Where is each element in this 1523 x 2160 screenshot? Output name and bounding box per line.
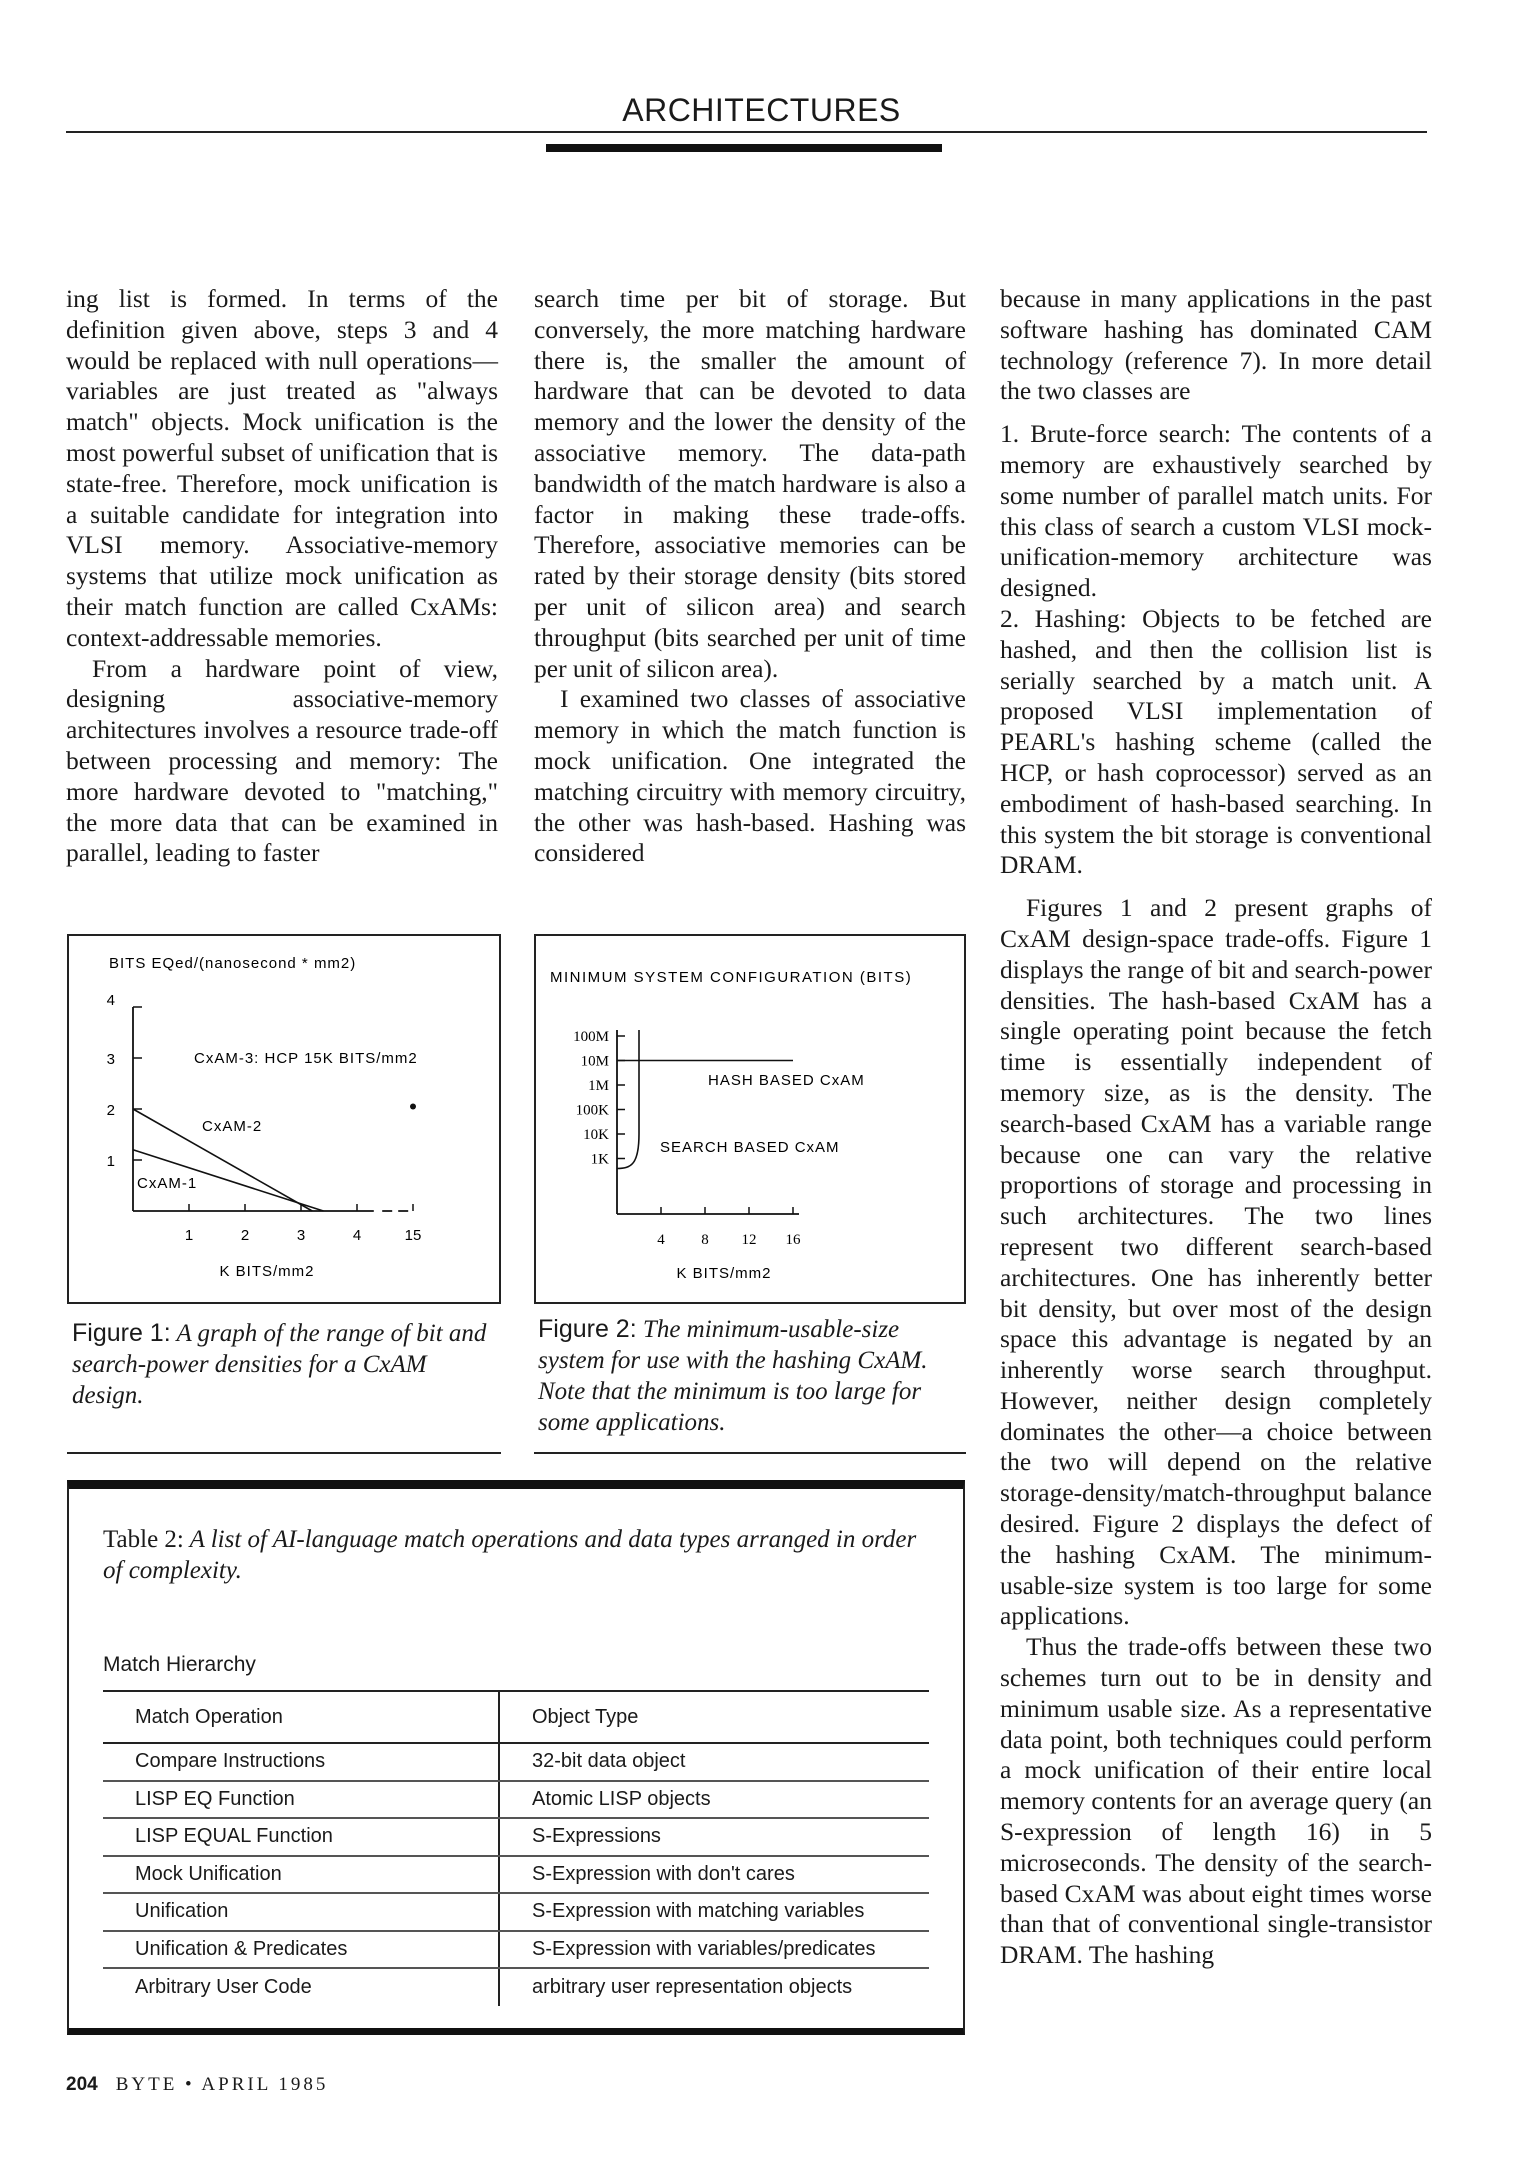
chart-title: MINIMUM SYSTEM CONFIGURATION (BITS) [550,969,913,986]
x-tick-label: 16 [785,1232,801,1248]
text-column-1 [66,284,498,869]
list-item: 2. Hashing: Objects to be fetched are hashed, and then the collision list is serially searched by a match unit. A proposed VLSI implementation of PEARL's hashing scheme (called the HCP, or hash coprocessor) served as an embodiment of hash-based searching. In this system the bit storage is conventional DRAM. [1000,603,1432,880]
table-cell: arbitrary user representation objects [532,1975,853,1998]
data-point-hcp [410,1103,416,1109]
chart-title: BITS EQed/(nanosecond * mm2) [109,955,357,972]
table-row [103,1743,929,1781]
paragraph: I examined two classes of associative memory in which the match function is mock unification. One integrated the matching circuitry with memory circuitry, the other was hash-based. Hashing was considered [534,684,966,868]
table-subtitle: Match Hierarchy [103,1653,256,1676]
table-cell: 32-bit data object [499,1743,929,1781]
y-tick-label: 100K [575,1102,609,1119]
figure-2-caption [538,1314,958,1438]
x-tick-label: 4 [352,1227,362,1244]
table-cell: S-Expression with matching variables [499,1893,929,1931]
table-2 [67,1480,965,2035]
table-cell: Mock Unification [103,1856,499,1894]
caption-rule [534,1452,966,1454]
paragraph: search time per bit of storage. But conversely, the more matching hardware there is, the smaller the amount of hardware that can be devoted to data memory and the lower the density of the associative memory. The data-path bandwidth of the match hardware is also a factor in making these trade-offs. Therefore, associative memories can be rated by their storage density (bits stored per unit of silicon area) and search throughput (bits searched per unit of time per unit of silicon area). [534,284,966,683]
page-footer [66,2074,328,2096]
figure-2-caption-text: The minimum-usable-size system for use with the hashing CxAM. Note that the minimum is too large for some applications. [538,1316,928,1436]
table-2-caption [103,1524,933,1586]
x-tick-label: 4 [657,1232,665,1248]
x-tick-label: 8 [701,1232,709,1248]
table-cell: Arbitrary User Code [103,1968,499,2006]
annotation-search-based: SEARCH BASED CxAM [660,1139,840,1156]
caption-rule [67,1452,501,1454]
annotation-cxam-3: CxAM-3: HCP 15K BITS/mm2 [194,1050,418,1067]
y-tick-label: 2 [106,1102,115,1119]
table-cell: S-Expression with don't cares [499,1856,929,1894]
y-tick-label: 4 [106,992,115,1009]
y-tick-label: 1M [588,1078,609,1094]
paragraph: Figures 1 and 2 present graphs of CxAM design-space trade-offs. Figure 1 displays the range of bit and search-power densities. The hash-based CxAM has a single operating point because the fetch time is essentially independent of memory size, as is the density. The search-based CxAM has a variable range because one can vary the relative proportions of storage and processing in such architectures. The two lines represent two different search-based architectures. One has inherently better bit density, but over most of the design space this advantage is negated by an inherently worse search throughput. However, neither design completely dominates the other—a choice between the two will depend on the relative storage-density/match-throughput balance desired. Figure 2 displays the defect of the hashing CxAM. The minimum-usable-size system is too large for some applications. [1000,893,1432,1631]
x-tick-label: 15 [404,1227,422,1244]
page-number: 204 [66,2074,98,2095]
y-tick-label: 1 [106,1153,115,1170]
table-row [103,1818,929,1856]
annotation-hash-based: HASH BASED CxAM [708,1072,865,1089]
table-cell: LISP EQ Function [103,1781,499,1819]
y-tick-label: 10K [583,1127,609,1143]
table-cell: Atomic LISP objects [499,1781,929,1819]
table-cell: S-Expressions [499,1818,929,1856]
annotation-cxam-2: CxAM-2 [202,1118,263,1135]
table-cell: S-Expression with variables/predicates [499,1931,929,1969]
table-cell: LISP EQUAL Function [103,1818,499,1856]
figure-2-label: Figure 2: [538,1315,637,1343]
paragraph: Thus the trade-offs between these two schemes turn out to be in density and minimum usable size. As a representative data point, both techniques could perform a mock unification of their entire local memory contents for an average query (an S-expression of length 16) in 5 microseconds. The density of the search-based CxAM was about eight times worse than that of conventional single-transistor DRAM. The hashing [1000,1632,1432,1970]
figure-1-label: Figure 1: [72,1319,171,1347]
x-tick-label: 3 [296,1227,306,1244]
table-2-label: Table 2: [103,1526,184,1553]
paragraph: ing list is formed. In terms of the definition given above, steps 3 and 4 would be replaced with null operations—variables are just treated as "always match" objects. Mock unification is the most powerful subset of unification that is state-free. Therefore, mock unification is a suitable candidate for integration into VLSI memory. Associative-memory systems that utilize mock unification as their match function are called CxAMs: context-addressable memories. [66,284,498,652]
series-line-search [617,1030,639,1169]
text-column-3 [1000,284,1432,1971]
table-cell: Unification [103,1893,499,1931]
header-bar [546,144,942,152]
footer-text: BYTE • APRIL 1985 [115,2074,329,2095]
table-cell: Compare Instructions [103,1743,499,1781]
y-tick-label: 3 [106,1051,115,1068]
match-hierarchy-table [103,1690,929,2006]
paragraph: From a hardware point of view, designing associative-memory architectures involves a resource trade-off between processing and memory: The more hardware devoted to "matching," the more data that can be examined in parallel, leading to faster [66,653,498,868]
section-title: ARCHITECTURES [622,92,901,128]
y-tick-label: 10M [580,1053,609,1070]
annotation-cxam-1: CxAM-1 [137,1175,198,1192]
table-row [103,1781,929,1819]
figure-1-caption-text: A graph of the range of bit and search-power densities for a CxAM design. [72,1320,487,1409]
list-item: 1. Brute-force search: The contents of a memory are exhaustively searched by some number of parallel match units. For this class of search a custom VLSI mock-unification-memory architecture was designed. [1000,419,1432,603]
table-header-row [103,1691,929,1743]
column-header: Object Type [499,1691,929,1743]
table-cell: Unification & Predicates [103,1931,499,1969]
table-row [103,1856,929,1894]
y-tick-label: 100M [573,1029,609,1045]
figure-2-chart [534,934,966,1304]
paragraph: because in many applications in the past software hashing has dominated CAM technology (reference 7). In more detail the two classes are [1000,284,1432,406]
x-tick-label: 12 [741,1232,757,1248]
x-axis-label: K BITS/mm2 [676,1265,772,1282]
text-column-2 [534,284,966,869]
table-2-caption-text: A list of AI-language match operations and data types arranged in order of complexity. [103,1526,917,1584]
figure-1-chart [67,934,501,1304]
figure-1-caption [72,1318,492,1411]
table-row [103,1931,929,1969]
column-header: Match Operation [103,1691,499,1743]
table-row [103,1968,929,2006]
table-row [103,1893,929,1931]
x-axis-label: K BITS/mm2 [219,1263,315,1280]
header-rule [66,131,1427,133]
y-tick-label: 1K [590,1151,609,1168]
x-tick-label: 1 [184,1227,194,1244]
x-tick-label: 2 [240,1227,250,1244]
